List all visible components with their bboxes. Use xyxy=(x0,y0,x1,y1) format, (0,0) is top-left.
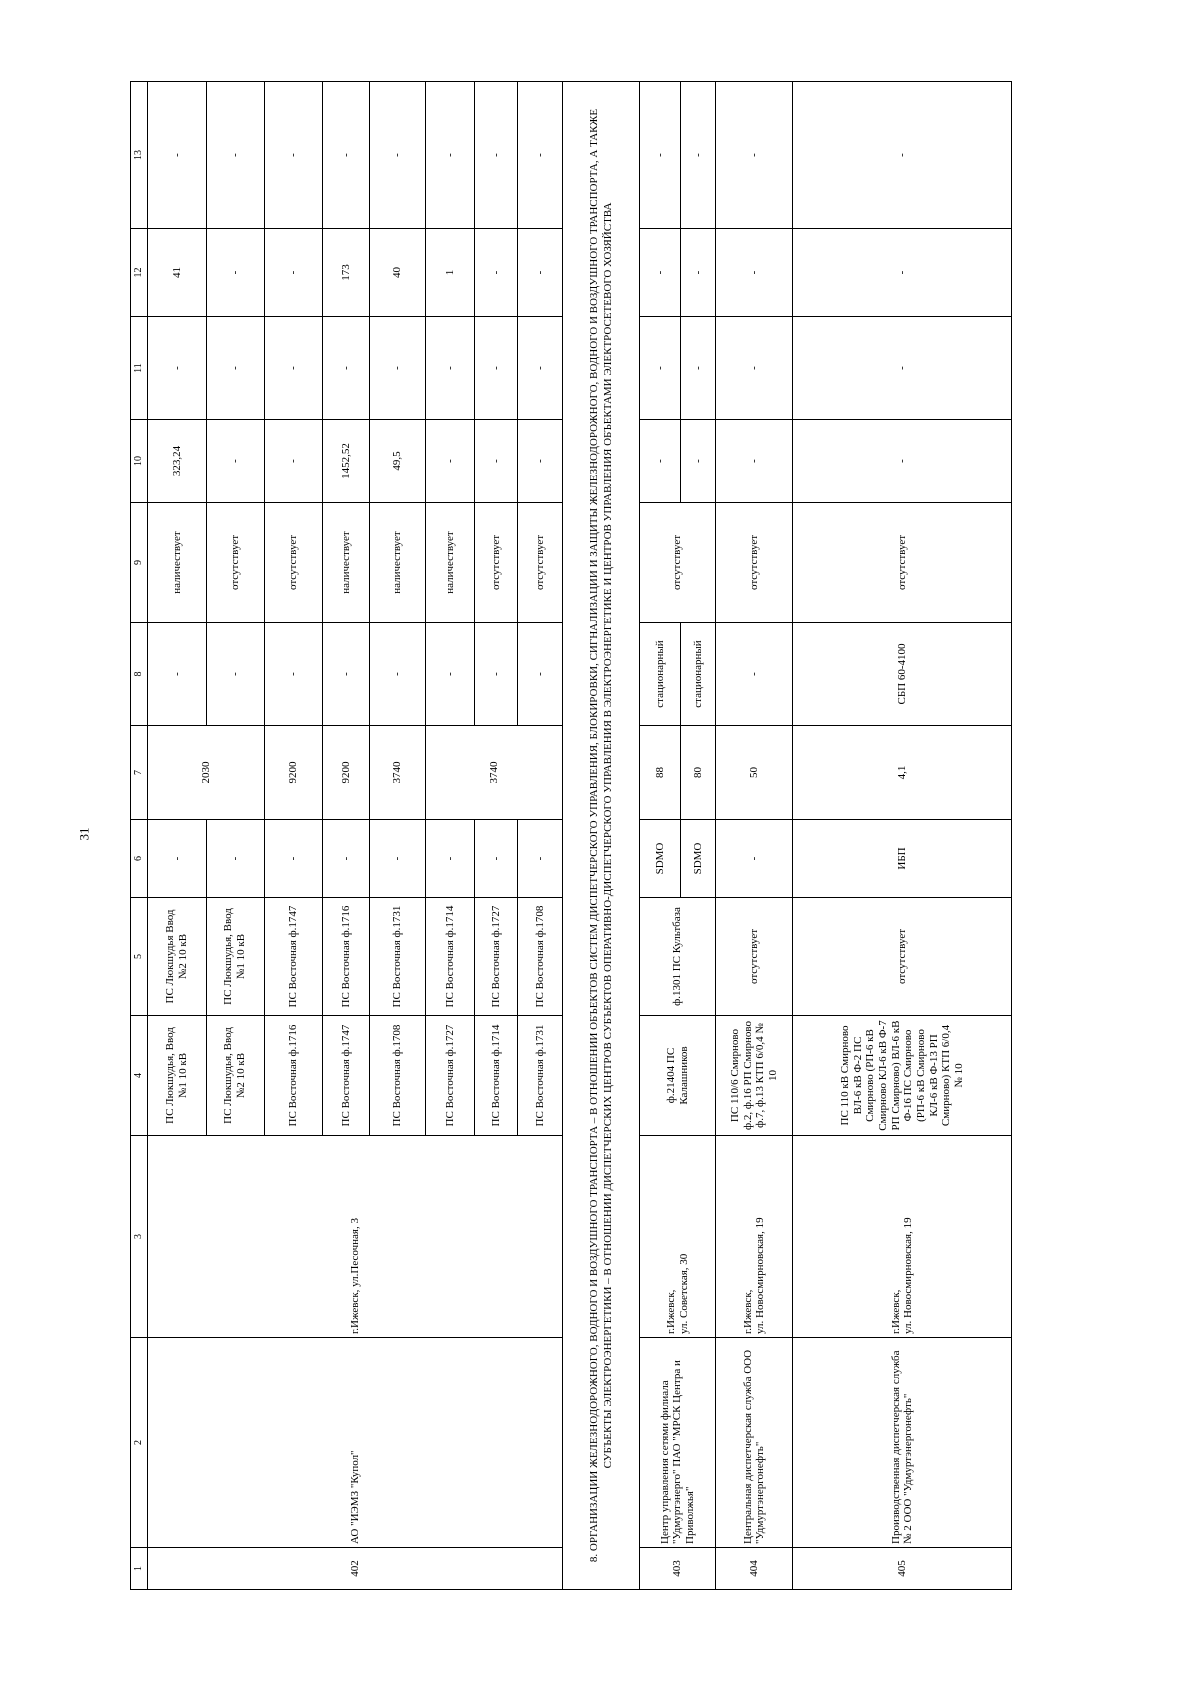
cell-c4: ПС 110/6 Смирново ф.2, ф.16 РП Смирново ф.7, ф.13 КТП 6/0,4 № 10 xyxy=(715,1016,793,1136)
cell-c13: - xyxy=(715,82,793,229)
cell-c9: наличествует xyxy=(148,503,206,623)
cell-c13: - xyxy=(517,82,562,229)
col-header-8: 8 xyxy=(131,623,148,726)
col-header-10: 10 xyxy=(131,420,148,503)
cell-c12: - xyxy=(793,229,1012,317)
cell-c12: 41 xyxy=(148,229,206,317)
cell-c8: - xyxy=(715,623,793,726)
cell-c8: СБП 60-4100 xyxy=(793,623,1012,726)
cell-c10: - xyxy=(640,420,681,503)
cell-c5: ПС Люкшудья, Ввод №1 10 кВ xyxy=(206,898,264,1016)
row-number: 403 xyxy=(640,1548,716,1590)
cell-c6: - xyxy=(426,820,475,898)
cell-c5: ПС Восточная ф.1731 xyxy=(369,898,425,1016)
cell-c13: - xyxy=(148,82,206,229)
cell-c10: 49,5 xyxy=(369,420,425,503)
cell-c9: отсутствует xyxy=(517,503,562,623)
organization-name: АО "ИЭМЗ "Купол" xyxy=(148,1338,562,1548)
address-line-1: г.Ижевск, xyxy=(741,1289,754,1334)
cell-c13: - xyxy=(475,82,518,229)
row-number: 405 xyxy=(793,1548,1012,1590)
cell-c8: стационарный xyxy=(640,623,681,726)
cell-c5: ПС Восточная ф.1727 xyxy=(475,898,518,1016)
cell-c6: - xyxy=(322,820,369,898)
address: г.Ижевск, ул.Песочная, 3 xyxy=(148,1136,562,1338)
cell-c6: SDMO xyxy=(681,820,716,898)
cell-c11: - xyxy=(715,317,793,420)
cell-c6: - xyxy=(206,820,264,898)
section-8-title: 8. ОРГАНИЗАЦИИ ЖЕЛЕЗНОДОРОЖНОГО, ВОДНОГО И ВОЗДУШНОГО ТРАНСПОРТА – В ОТНОШЕНИИ ОБЪЕКТОВ СИСТЕМ ДИСПЕТЧЕРСКОГО УПРАВЛЕНИЯ, БЛОКИРОВКИ, СИГНАЛИЗАЦИИ И ЗАЩИТЫ ЖЕЛЕЗНОДОРОЖНОГО, ВОДНОГО И ВОЗДУШНОГО ТРАНСПОРТА, А ТАКЖЕ СУБЪЕКТЫ ЭЛЕКТРОЭНЕРГЕТИКИ – В ОТНОШЕНИИ ДИСПЕТЧЕРСКИХ ЦЕНТРОВ СУБЪЕКТОВ ОПЕРАТИВНО-ДИСПЕТЧЕРСКОГО УПРАВЛЕНИЯ В ЭЛЕКТРОЭНЕРГЕТИКЕ И ЦЕНТРОВ УПРАВЛЕНИЯ ОБЪЕКТАМИ ЭЛЕКТРОСЕТЕВОГО ХОЗЯЙСТВА xyxy=(562,82,640,1590)
cell-c13: - xyxy=(264,82,322,229)
cell-c9: отсутствует xyxy=(640,503,716,623)
cell-c10: - xyxy=(793,420,1012,503)
cell-c10: - xyxy=(426,420,475,503)
organization-name: Центр управления сетями филиала "Удмуртэнерго" ПАО "МРСК Центра и Приволжья" xyxy=(640,1338,716,1548)
cell-c10: - xyxy=(475,420,518,503)
cell-c8: - xyxy=(369,623,425,726)
cell-c11: - xyxy=(264,317,322,420)
organization-name: Производственная диспетчерская служба № 2 ООО "Удмуртэнергонефть" xyxy=(793,1338,1012,1548)
cell-c10: - xyxy=(681,420,716,503)
cell-c12: - xyxy=(681,229,716,317)
cell-c13: - xyxy=(793,82,1012,229)
cell-c12: - xyxy=(264,229,322,317)
address-line-2: ул. Новосмирновская, 19 xyxy=(754,1217,767,1334)
cell-c13: - xyxy=(369,82,425,229)
cell-c6: - xyxy=(369,820,425,898)
col-header-13: 13 xyxy=(131,82,148,229)
address xyxy=(640,1136,716,1338)
cell-c11: - xyxy=(681,317,716,420)
cell-c5: ф.1301 ПС Культбаза xyxy=(640,898,716,1016)
cell-c9: отсутствует xyxy=(475,503,518,623)
cell-c6: - xyxy=(475,820,518,898)
header-row xyxy=(131,82,148,1590)
cell-c12: - xyxy=(715,229,793,317)
cell-c7: 88 xyxy=(640,726,681,820)
cell-c4: ф.21404 ПС Калашников xyxy=(640,1016,716,1136)
cell-c5: ПС Восточная ф.1714 xyxy=(426,898,475,1016)
cell-c4: ПС Восточная ф.1747 xyxy=(322,1016,369,1136)
address-line-1: г.Ижевск, xyxy=(889,1289,902,1334)
cell-c4: ПС Люкшудья, Ввод №2 10 кВ xyxy=(206,1016,264,1136)
cell-c12: 1 xyxy=(426,229,475,317)
col-header-2: 2 xyxy=(131,1338,148,1548)
cell-c7: 9200 xyxy=(322,726,369,820)
cell-c13: - xyxy=(426,82,475,229)
cell-c11: - xyxy=(206,317,264,420)
cell-c9: наличествует xyxy=(369,503,425,623)
col-header-4: 4 xyxy=(131,1016,148,1136)
cell-c11: - xyxy=(475,317,518,420)
cell-c11: - xyxy=(148,317,206,420)
cell-c4: ПС Восточная ф.1716 xyxy=(264,1016,322,1136)
cell-c5: ПС Восточная ф.1716 xyxy=(322,898,369,1016)
cell-c8: - xyxy=(475,623,518,726)
cell-c6: ИБП xyxy=(793,820,1012,898)
cell-c8: - xyxy=(322,623,369,726)
cell-c5: отсутствует xyxy=(715,898,793,1016)
cell-c7: 2030 xyxy=(148,726,264,820)
cell-c12: 40 xyxy=(369,229,425,317)
cell-c4: ПС 110 кВ Смирново ВЛ-6 кВ Ф-2 ПС Смирново (РП-6 кВ Смирново КЛ-6 кВ Ф-7 РП Смирново) ВЛ-6 кВ Ф-16 ПС Смирново (РП-6 кВ Смирново КЛ-6 кВ Ф-13 РП Смирново) КТП 6/0,4 № 10 xyxy=(793,1016,1012,1136)
col-header-1: 1 xyxy=(131,1548,148,1590)
cell-c11: - xyxy=(793,317,1012,420)
col-header-3: 3 xyxy=(131,1136,148,1338)
col-header-9: 9 xyxy=(131,503,148,623)
cell-c4: ПС Восточная ф.1731 xyxy=(517,1016,562,1136)
cell-c5: ПС Восточная ф.1708 xyxy=(517,898,562,1016)
cell-c12: - xyxy=(475,229,518,317)
cell-c10: 1452,52 xyxy=(322,420,369,503)
row-number: 402 xyxy=(148,1548,562,1590)
data-table xyxy=(130,81,1012,1590)
address xyxy=(715,1136,793,1338)
cell-c4: ПС Восточная ф.1708 xyxy=(369,1016,425,1136)
cell-c13: - xyxy=(206,82,264,229)
cell-c8: - xyxy=(426,623,475,726)
cell-c9: отсутствует xyxy=(206,503,264,623)
cell-c12: - xyxy=(640,229,681,317)
rotated-page-content xyxy=(130,82,1012,1590)
table-row xyxy=(148,82,206,1590)
section-header-row xyxy=(562,82,640,1590)
cell-c9: отсутствует xyxy=(715,503,793,623)
cell-c8: - xyxy=(517,623,562,726)
cell-c7: 4,1 xyxy=(793,726,1012,820)
cell-c11: - xyxy=(426,317,475,420)
cell-c10: 323,24 xyxy=(148,420,206,503)
col-header-12: 12 xyxy=(131,229,148,317)
cell-c12: 173 xyxy=(322,229,369,317)
cell-c6: - xyxy=(517,820,562,898)
cell-c10: - xyxy=(206,420,264,503)
cell-c11: - xyxy=(369,317,425,420)
table-row xyxy=(640,82,681,1590)
cell-c7: 3740 xyxy=(369,726,425,820)
cell-c7: 80 xyxy=(681,726,716,820)
cell-c4: ПС Восточная ф.1727 xyxy=(426,1016,475,1136)
cell-c11: - xyxy=(517,317,562,420)
cell-c13: - xyxy=(640,82,681,229)
address-line-2: ул. Новосмирновская, 19 xyxy=(902,1217,915,1334)
cell-c13: - xyxy=(322,82,369,229)
organization-name: Центральная диспетчерская служба ООО "Удмуртэнергонефть" xyxy=(715,1338,793,1548)
col-header-7: 7 xyxy=(131,726,148,820)
address xyxy=(793,1136,1012,1338)
cell-c9: отсутствует xyxy=(793,503,1012,623)
address-line-1: г.Ижевск, xyxy=(664,1289,677,1334)
cell-c8: - xyxy=(264,623,322,726)
cell-c7: 50 xyxy=(715,726,793,820)
cell-c7: 9200 xyxy=(264,726,322,820)
table-row xyxy=(715,82,793,1590)
cell-c5: отсутствует xyxy=(793,898,1012,1016)
col-header-6: 6 xyxy=(131,820,148,898)
cell-c8: - xyxy=(206,623,264,726)
cell-c6: - xyxy=(715,820,793,898)
page-number: 31 xyxy=(76,827,92,841)
address-line-2: ул. Советская, 30 xyxy=(677,1253,690,1334)
col-header-5: 5 xyxy=(131,898,148,1016)
cell-c9: наличествует xyxy=(322,503,369,623)
cell-c6: - xyxy=(148,820,206,898)
table-row xyxy=(793,82,1012,1590)
cell-c13: - xyxy=(681,82,716,229)
cell-c7: 3740 xyxy=(426,726,563,820)
col-header-11: 11 xyxy=(131,317,148,420)
cell-c6: - xyxy=(264,820,322,898)
cell-c11: - xyxy=(322,317,369,420)
cell-c5: ПС Люкшудья Ввод №2 10 кВ xyxy=(148,898,206,1016)
cell-c10: - xyxy=(517,420,562,503)
cell-c6: SDMO xyxy=(640,820,681,898)
cell-c10: - xyxy=(264,420,322,503)
row-number: 404 xyxy=(715,1548,793,1590)
cell-c4: ПС Восточная ф.1714 xyxy=(475,1016,518,1136)
cell-c9: наличествует xyxy=(426,503,475,623)
cell-c4: ПС Люкшудья, Ввод №1 10 кВ xyxy=(148,1016,206,1136)
cell-c8: стационарный xyxy=(681,623,716,726)
cell-c5: ПС Восточная ф.1747 xyxy=(264,898,322,1016)
cell-c8: - xyxy=(148,623,206,726)
cell-c9: отсутствует xyxy=(264,503,322,623)
cell-c12: - xyxy=(517,229,562,317)
cell-c12: - xyxy=(206,229,264,317)
cell-c11: - xyxy=(640,317,681,420)
cell-c10: - xyxy=(715,420,793,503)
